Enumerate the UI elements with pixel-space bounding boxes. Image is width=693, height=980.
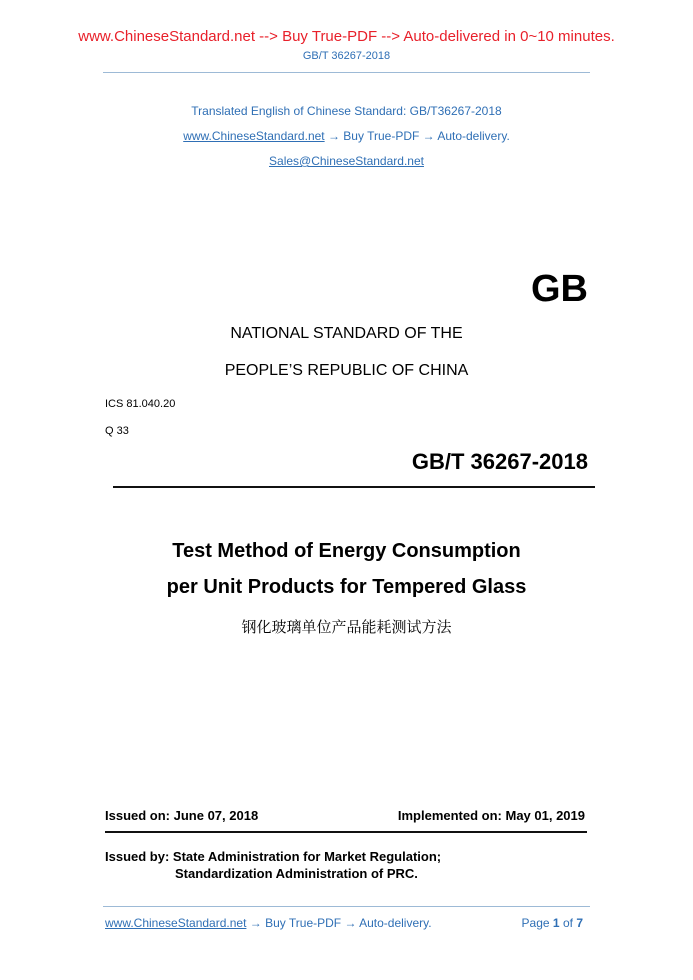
top-banner[interactable]: www.ChineseStandard.net --> Buy True-PDF --> Auto-delivered in 0~10 minutes.	[78, 28, 615, 45]
national-standard-line1: NATIONAL STANDARD OF THE	[230, 325, 463, 342]
implemented-on: Implemented on: May 01, 2019	[397, 808, 585, 823]
title-line2: per Unit Products for Tempered Glass	[166, 576, 527, 598]
footer-divider	[103, 906, 590, 907]
sales-email-link[interactable]: Sales@ChineseStandard.net	[269, 154, 424, 168]
issued-by-line2: Standardization Administration of PRC.	[175, 866, 418, 881]
gb-mark: GB	[531, 268, 588, 310]
number-rule	[113, 486, 595, 488]
page-word: Page	[521, 916, 550, 930]
issued-by: Issued by: State Administration for Market Regulation;	[105, 849, 442, 864]
footer-site-link[interactable]: www.ChineseStandard.net	[105, 916, 247, 930]
buy-text: → Buy True-PDF → Auto-delivery.	[324, 129, 510, 143]
email-line	[0, 154, 693, 168]
footer-buy-text: → Buy True-PDF → Auto-delivery.	[246, 916, 432, 930]
top-standard-code: GB/T 36267-2018	[302, 50, 391, 62]
title-chinese: 钢化玻璃单位产品能耗测试方法	[241, 618, 452, 636]
ics-code: ICS 81.040.20	[105, 398, 176, 410]
of-word: of	[562, 916, 573, 930]
page-indicator	[522, 916, 583, 930]
issued-on: Issued on: June 07, 2018	[105, 808, 259, 823]
top-divider	[103, 72, 590, 73]
class-code: Q 33	[105, 425, 129, 437]
dates-rule	[105, 831, 587, 833]
page-number: 1	[552, 916, 560, 930]
standard-number: GB/T 36267-2018	[411, 449, 588, 474]
footer-buy-line	[105, 916, 432, 930]
title-line1: Test Method of Energy Consumption	[172, 540, 521, 562]
page-total: 7	[576, 916, 583, 930]
national-standard-line2: PEOPLE’S REPUBLIC OF CHINA	[224, 362, 469, 379]
site-link[interactable]: www.ChineseStandard.net	[183, 129, 325, 143]
translated-line: Translated English of Chinese Standard: GB/T36267-2018	[191, 104, 502, 118]
buy-line	[0, 129, 693, 143]
